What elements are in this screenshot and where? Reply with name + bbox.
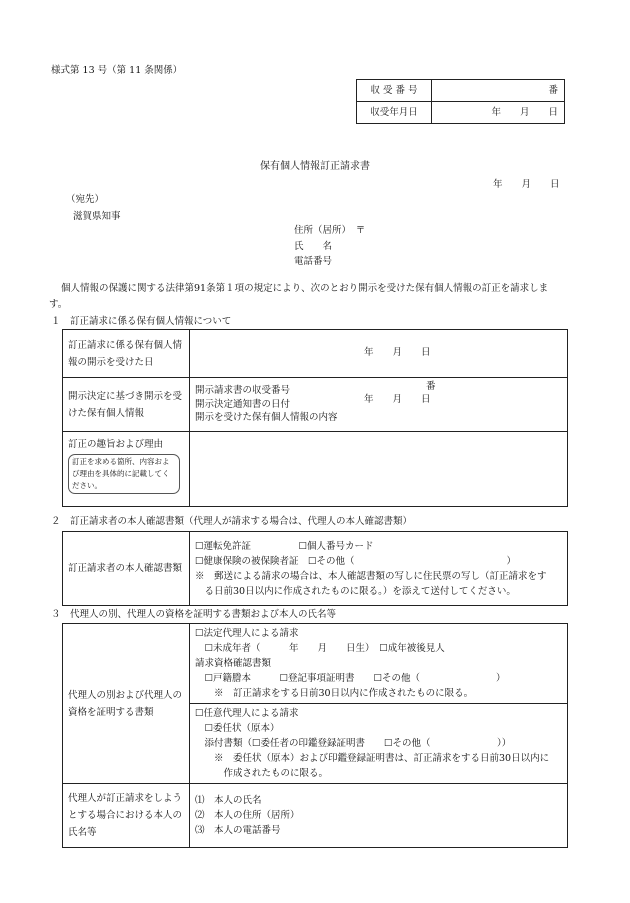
disclosure-date-label: 訂正請求に係る保有個人情報の開示を受けた日 [63,330,190,378]
disclosure-date-value: 年 月 日 [364,347,431,358]
section2-heading: ２ 訂正請求者の本人確認書類（代理人が請求する場合は、代理人の本人確認書類） [51,516,413,527]
notice-date-label: 開示決定通知書の日付 [195,398,291,410]
page-title: 保有個人情報訂正請求書 [260,161,370,172]
legal-agent-field [190,624,568,704]
identity-option-line-2[interactable]: ☐健康保険の被保険者証 ☐その他（ ） [195,555,517,567]
correction-reason-field[interactable] [190,432,568,507]
section1-table [62,329,568,507]
principal-address-label: ⑵ 本人の住所（居所） [195,810,300,821]
legal-agent-docs-note: ※ 訂正請求をする日前30日以内に作成されたものに限る。 [195,688,474,699]
principal-phone-label: ⑶ 本人の電話番号 [195,825,281,836]
legal-agent-option[interactable]: ☐法定代理人による請求 [195,628,299,639]
section3-heading: ３ 代理人の別、代理人の資格を証明する書類および本人の氏名等 [51,609,337,620]
requester-phone-label[interactable]: 電話番号 [294,256,333,267]
addressee-prefix: （宛先） [66,194,105,205]
disclosed-info-label: 開示決定に基づき開示を受けた保有個人情報 [63,378,190,432]
request-date[interactable]: 年 月 日 [493,179,560,190]
identity-docs-field [190,532,568,606]
request-receipt-number-suffix: 番 [426,381,436,392]
receipt-number-suffix: 番 [548,84,558,96]
intro-line-2: す。 [49,299,68,310]
principal-name-label: ⑴ 本人の氏名 [195,795,262,806]
voluntary-agent-attachments[interactable]: 添付書類（☐委任者の印鑑登録証明書 ☐その他（ ）） [195,738,512,749]
receipt-date-field[interactable] [432,102,565,124]
correction-reason-note: 訂正を求める箇所、内容および理由を具体的に記載してください。 [68,454,180,494]
voluntary-agent-option[interactable]: ☐任意代理人による請求 [195,708,299,719]
disclosed-content-label: 開示を受けた保有個人情報の内容 [195,412,338,424]
intro-line-1: 個人情報の保護に関する法律第91条第１項の規定により、次のとおり開示を受けた保有個人情報の訂正を請求しま [61,283,549,294]
legal-agent-docs-heading: 請求資格確認書類 [195,658,272,669]
requester-name-label[interactable]: 氏 名 [294,241,333,252]
identity-note-line-2: る日前30日以内に作成されたものに限る。）を添えて送付してください。 [195,585,516,597]
disclosure-date-field[interactable] [190,330,568,378]
notice-date-value: 年 月 日 [364,394,431,405]
section3-table [62,623,568,848]
identity-note-line-1: ※ 郵送による請求の場合は、本人確認書類の写しに住民票の写し（訂正請求をす [195,570,547,582]
identity-docs-label: 訂正請求者の本人確認書類 [63,532,190,606]
identity-option-line-1[interactable]: ☐運転免許証 ☐個人番号カード [195,540,374,552]
section2-table [62,531,568,606]
legal-agent-docs-options[interactable]: ☐戸籍謄本 ☐登記事項証明書 ☐その他（ ） [195,673,506,684]
addressee-name: 滋賀県知事 [73,211,121,222]
principal-info-field[interactable] [190,784,568,848]
legal-agent-minor-line[interactable]: ☐未成年者（ 年 月 日生） ☐成年被後見人 [195,643,445,654]
correction-reason-label: 訂正の趣旨および理由 [68,439,164,450]
correction-reason-label-cell [63,432,190,507]
power-of-attorney-option[interactable]: ☐委任状（原本） [195,723,280,734]
request-receipt-number-label: 開示請求書の収受番号 [195,385,291,397]
disclosed-info-field[interactable] [190,378,568,432]
voluntary-agent-note-2: 作成されたものに限る。 [195,768,329,779]
section1-heading: １ 訂正請求に係る保有個人情報について [51,316,232,327]
requester-address-label[interactable]: 住所（居所） 〒 [294,225,366,236]
form-id: 様式第 13 号（第 11 条関係） [51,65,183,76]
voluntary-agent-note-1: ※ 委任状（原本）および印鑑登録証明書は、訂正請求をする日前30日以内に [195,753,550,764]
receipt-date-value: 年 月 日 [491,106,558,118]
receipt-number-label: 収 受 番 号 [357,80,432,102]
registry-box [356,79,565,124]
receipt-number-field[interactable] [432,80,565,102]
receipt-date-label: 収受年月日 [357,102,432,124]
principal-info-label: 代理人が訂正請求をしようとする場合における本人の氏名等 [63,784,190,848]
voluntary-agent-field [190,704,568,784]
agent-type-label: 代理人の別および代理人の資格を証明する書類 [63,624,190,784]
